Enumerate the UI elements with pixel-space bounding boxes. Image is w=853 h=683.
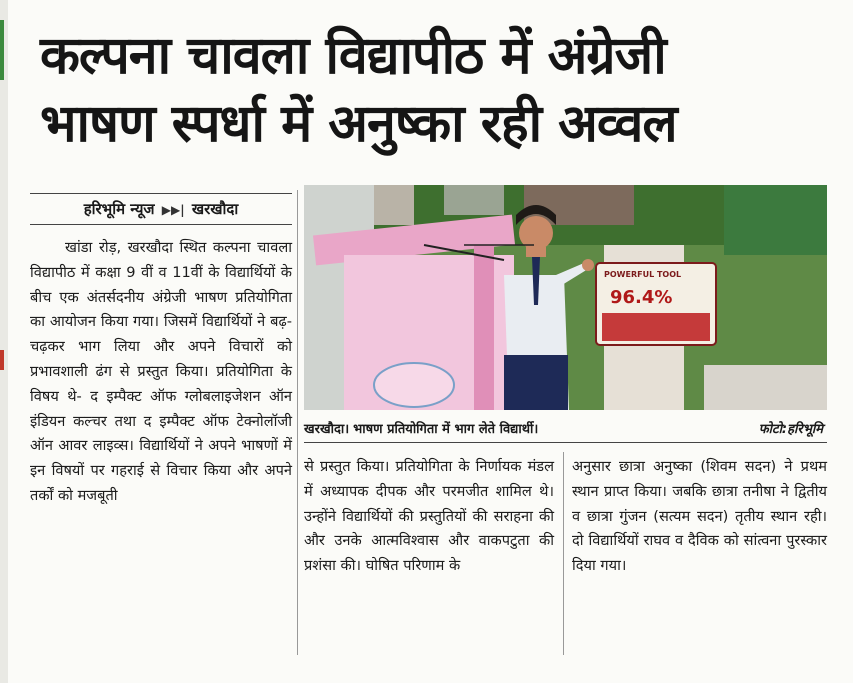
adjacent-red-mark — [0, 350, 4, 370]
article-column-2 — [304, 455, 554, 579]
headline-line-1: कल्पना चावला विद्यापीठ में अंग्रेजी — [40, 26, 666, 86]
article-text-col3: अनुसार छात्रा अनुष्का (शिवम सदन) ने प्रथम स्थान प्राप्त किया। जबकि छात्रा तनीषा ने द्वितीय व छात्रा गुंजन (सत्यम सदन) तृतीय स्थान रही। दो विद्यार्थियों राघव व दैविक को सांत्वना पुरस्कार दिया गया। — [572, 458, 827, 575]
caption-text: भाषण प्रतियोगिता में भाग लेते विद्यार्थी। — [353, 422, 539, 437]
photo-credit: फोटो:हरिभूमि — [758, 422, 823, 437]
caption-place: खरखौदा। — [304, 422, 350, 437]
photo-illustration — [304, 185, 827, 410]
board-percent: 96.4% — [610, 287, 673, 308]
event-photo — [304, 185, 827, 410]
double-right-arrow-icon: ▶▶| — [161, 203, 185, 217]
article-column-1 — [30, 236, 292, 509]
photo-caption — [304, 418, 827, 443]
column-divider — [297, 190, 298, 655]
adjacent-column-edge — [0, 0, 8, 683]
article-column-3 — [572, 455, 827, 579]
board-title: POWERFUL TOOL — [604, 270, 682, 279]
adjacent-image-fragment — [0, 20, 4, 80]
headline-line-2: भाषण स्पर्धा में अनुष्का रही अव्वल — [40, 94, 677, 154]
byline-source: हरिभूमि न्यूज — [83, 200, 155, 218]
article-text-col1: खांडा रोड़, खरखौदा स्थित कल्पना चावला विद्यापीठ में कक्षा 9 वीं व 11वीं के विद्यार्थियों के बीच एक अंतर्सदनीय अंग्रेजी भाषण प्रतियोगिता का आयोजन किया गया। जिसमें विद्यार्थियों ने बढ़-चढ़कर भाग लिया और अपने विचारों को प्रभावशाली ढंग से प्रस्तुत किया। प्रतियोगिता के विषय थे- द इम्पैक्ट ऑफ ग्लोबलाइजेशन ऑन इंडियन कल्चर तथा द इम्पैक्ट ऑफ टेक्नोलॉजी ऑन आवर लाइव्स। विद्यार्थियों ने अपने भाषणों में इन विषयों पर गहराई से विचार किया और अपने तर्कों को मजबूती — [30, 239, 292, 504]
headline — [20, 22, 835, 158]
byline-location: खरखौदा — [191, 200, 239, 218]
article-text-col2: से प्रस्तुत किया। प्रतियोगिता के निर्णायक मंडल में अध्यापक दीपक और परमजीत शामिल थे। उन्होंने विद्यार्थियों की प्रस्तुतियों की सराहना की और उनके आत्मविश्वास और वाकपटुता की प्रशंसा की। घोषित परिणाम के — [304, 458, 554, 575]
byline — [30, 193, 292, 225]
column-divider — [563, 452, 564, 655]
